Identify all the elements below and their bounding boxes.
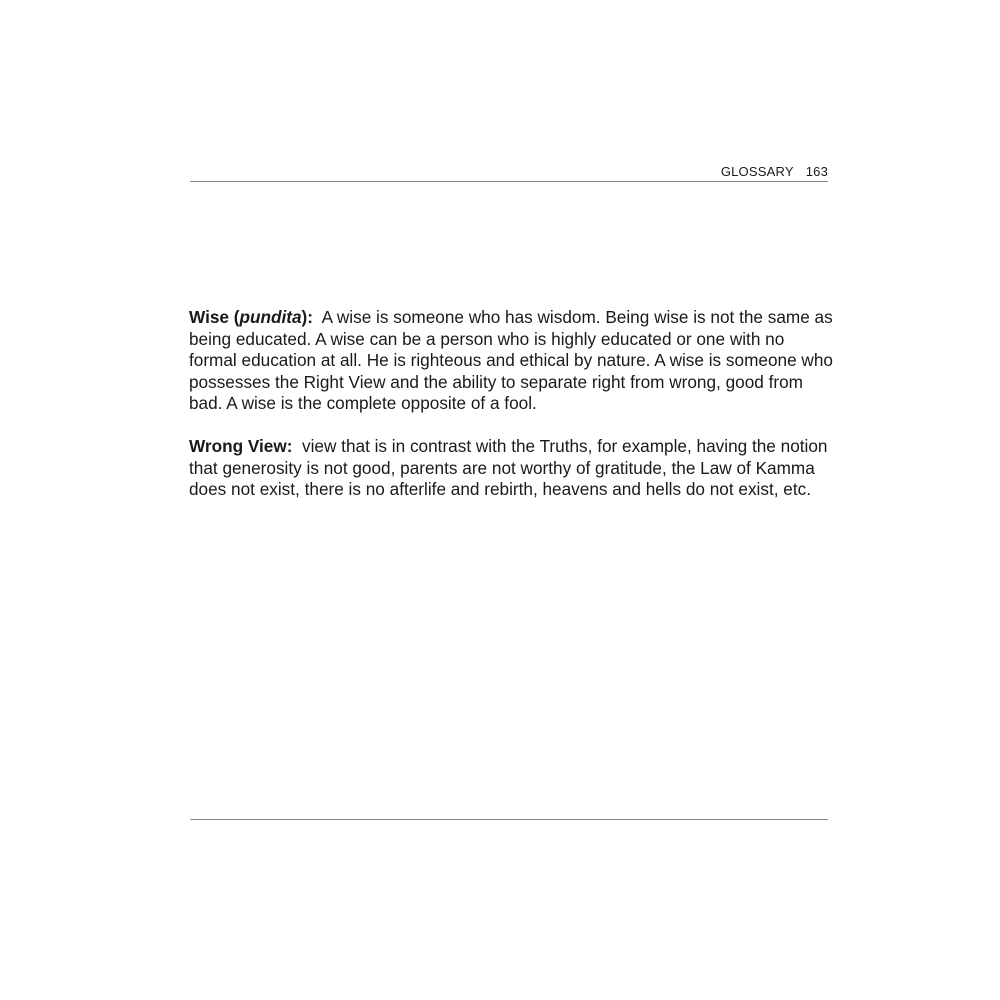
section-title: GLOSSARY xyxy=(720,164,794,179)
glossary-entry-wise xyxy=(189,307,834,415)
term-word: Wise xyxy=(189,307,229,327)
entry-term xyxy=(189,307,313,327)
header-rule xyxy=(190,181,828,182)
entry-term: Wrong View: xyxy=(189,436,293,456)
glossary-entry-wrong-view xyxy=(189,436,834,501)
running-head xyxy=(190,164,828,182)
term-pali: pundita xyxy=(239,307,302,327)
page-number: 163 xyxy=(805,164,828,179)
entry-definition: A wise is someone who has wisdom. Being wise is not the same as being educated. A wise can be a person who is highly educated or one with no formal education at all. He is righteous and ethical by nature. A wise is someone who possesses the Right View and the ability to separate right from wrong, good from bad. A wise is the complete opposite of a fool. xyxy=(189,307,833,413)
entry-definition: view that is in contrast with the Truths, for example, having the notion that generosity is not good, parents are not worthy of gratitude, the Law of Kamma does not exist, there is no afterlife and rebirth, heavens and hells do not exist, etc. xyxy=(189,436,828,499)
glossary-content xyxy=(189,307,834,522)
footer-rule xyxy=(190,819,828,820)
term-paren-open: ( xyxy=(233,307,240,327)
term-close: ): xyxy=(301,307,313,327)
